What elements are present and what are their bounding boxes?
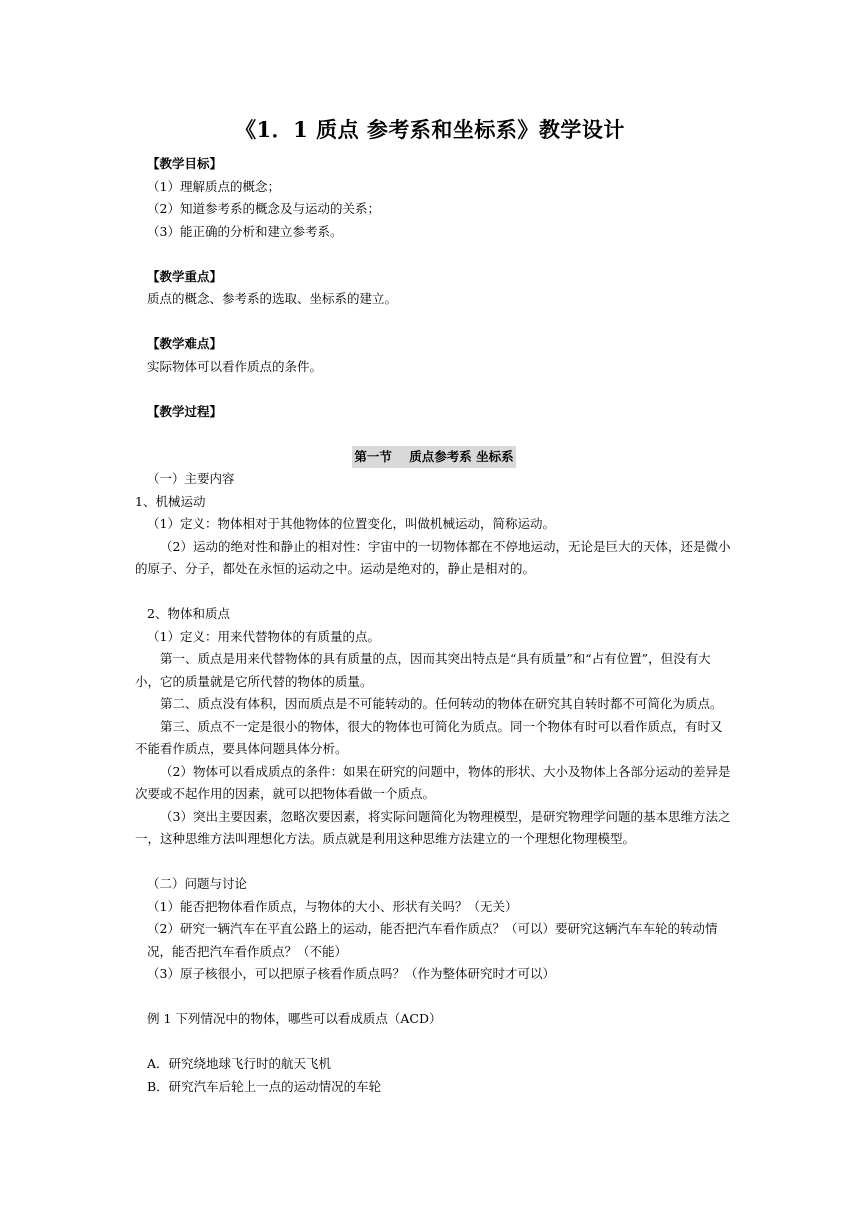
spacer <box>135 581 733 604</box>
example-stem: 例 1 下列情况中的物体，哪些可以看成质点（ACD） <box>147 1011 442 1026</box>
objective-item: （3）能正确的分析和建立参考系。 <box>147 223 343 239</box>
example-option-b: B．研究汽车后轮上一点的运动情况的车轮 <box>147 1078 382 1094</box>
objectives-heading: 【教学目标】 <box>147 156 223 171</box>
difficulties-heading: 【教学难点】 <box>147 336 223 351</box>
particle-third-point: 第三、质点不一定是很小的物体，很大的物体也可简化为质点。同一个物体有时可以看作质点，有时又不能看作质点，要具体问题具体分析。 <box>135 718 723 756</box>
spacer <box>135 378 733 401</box>
spacer <box>135 243 733 266</box>
key-points-heading: 【教学重点】 <box>147 268 223 284</box>
particle-first-point: 第一、质点是用来代替物体的具有质量的点，因而其突出特点是“具有质量”和“占有位置”，但没有大小，它的质量就是它所代替的物体的质量。 <box>135 651 711 689</box>
discussion-label: （二）问题与讨论 <box>147 876 248 891</box>
discussion-question: （3）原子核很小，可以把原子核看作质点吗？（作为整体研究时才可以） <box>147 966 555 981</box>
process-heading: 【教学过程】 <box>147 403 223 419</box>
spacer <box>135 423 733 446</box>
particle-conditions: （2）物体可以看成质点的条件：如果在研究的问题中，物体的形状、大小及物体上各部分运动的差异是次要或不起作用的因素，就可以把物体看做一个质点。 <box>135 763 731 801</box>
main-content-label: （一）主要内容 <box>147 471 235 486</box>
objective-item: （1）理解质点的概念； <box>147 178 280 194</box>
spacer <box>135 311 733 334</box>
difficulties-text: 实际物体可以看作质点的条件。 <box>147 358 323 374</box>
particle-idealization: （3）突出主要因素，忽略次要因素，将实际问题简化为物理模型，是研究物理学问题的基本思维方法之一，这种思维方法叫理想化方法。质点就是利用这种思维方法建立的一个理想化物理模型。 <box>135 808 731 846</box>
mechanical-motion-heading: 1、机械运动 <box>135 493 206 509</box>
mechanical-motion-relativity: （2）运动的绝对性和静止的相对性：宇宙中的一切物体都在不停地运动，无论是巨大的天体，还是微小的原子、分子，都处在永恒的运动之中。运动是绝对的，静止是相对的。 <box>135 538 731 576</box>
spacer <box>135 1031 733 1054</box>
example-option-a: A．研究绕地球飞行时的航天飞机 <box>147 1056 332 1071</box>
particle-heading: 2、物体和质点 <box>147 606 230 621</box>
section-title-row <box>135 446 733 469</box>
section-title: 第一节 质点参考系 坐标系 <box>352 446 515 469</box>
key-points-text: 质点的概念、参考系的选取、坐标系的建立。 <box>147 291 398 306</box>
document-body <box>135 153 733 1098</box>
objective-item: （2）知道参考系的概念及与运动的关系； <box>147 201 380 216</box>
particle-definition: （1）定义：用来代替物体的有质量的点。 <box>147 628 380 644</box>
spacer <box>135 986 733 1009</box>
discussion-question: （2）研究一辆汽车在平直公路上的运动，能否把汽车看作质点？（可以）要研究这辆汽车车轮的转动情况，能否把汽车看作质点？（不能） <box>147 921 718 959</box>
discussion-question: （1）能否把物体看作质点，与物体的大小、形状有关吗？（无关） <box>147 898 518 914</box>
mechanical-motion-definition: （1）定义：物体相对于其他物体的位置变化，叫做机械运动，简称运动。 <box>147 516 555 531</box>
particle-second-point: 第二、质点没有体积，因而质点是不可能转动的。任何转动的物体在研究其自转时都不可简化为质点。 <box>160 696 723 711</box>
document-title: 《1．1 质点 参考系和坐标系》教学设计 <box>235 117 625 142</box>
spacer <box>135 851 733 874</box>
